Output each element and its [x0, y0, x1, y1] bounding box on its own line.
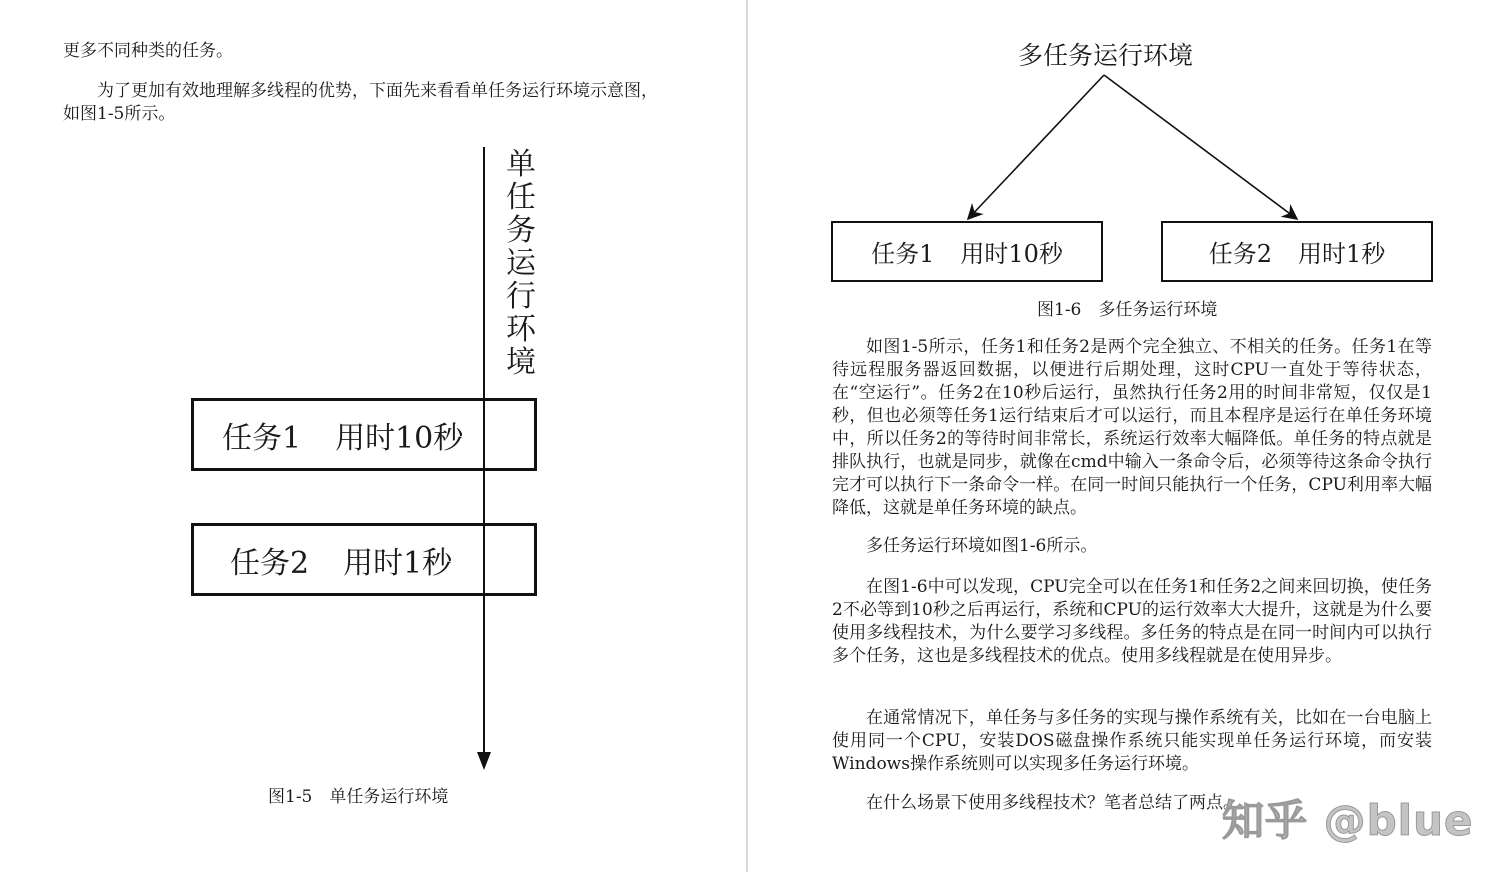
right-paragraph-1: 如图1-5所示，任务1和任务2是两个完全独立、不相关的任务。任务1在等待远程服务器返回数据，以便进行后期处理，这时CPU一直处于等待状态，在“空运行”。任务2在10秒后运行，虽然执行任务2用的时间非常短，仅仅是1秒，但也必须等任务1运行结束后才可以运行，而且本程序是运行在单任务环境中，所以任务2的等待时间非常长，系统运行效率大幅降低。单任务的特点就是排队执行，也就是同步，就像在cmd中输入一条命令后，必须等待这条命令执行完才可以执行下一条命令一样。在同一时间只能执行一个任务，CPU利用率大幅降低，这就是单任务环境的缺点。: [832, 337, 1432, 518]
right-paragraph-5: 在什么场景下使用多线程技术？笔者总结了两点。: [866, 793, 1240, 813]
task1-label: 任务1: [222, 420, 302, 456]
multi-task1-box: [831, 221, 1103, 282]
left-branch-arrow: [968, 75, 1104, 219]
right-branch-arrow: [1104, 75, 1297, 219]
left-paragraph-1: 更多不同种类的任务。: [63, 41, 233, 61]
multi-task1-label: 任务1: [871, 240, 935, 268]
task2-label: 任务2: [230, 545, 310, 581]
multi-task2-time: 用时1秒: [1298, 240, 1386, 268]
left-paragraph-2: 为了更加有效地理解多线程的优势，下面先来看看单任务运行环境示意图，如图1-5所示。: [63, 81, 658, 124]
right-paragraph-3: 在图1-6中可以发现，CPU完全可以在任务1和任务2之间来回切换，使任务2不必等到10秒之后再运行，系统和CPU的运行效率大大提升，这就是为什么要使用多线程技术，为什么要学习多线程。多任务的特点是在同一时间内可以执行多个任务，这也是多线程技术的优点。使用多线程就是在使用异步。: [832, 577, 1432, 666]
task1-time: 用时10秒: [335, 420, 464, 456]
right-paragraph-2: 多任务运行环境如图1-6所示。: [866, 536, 1098, 556]
figure-1-5-title: 单任务运行环境: [506, 147, 536, 380]
multi-task2-label: 任务2: [1208, 240, 1272, 268]
multi-task1-time: 用时10秒: [960, 240, 1063, 268]
figure-1-6-title: 多任务运行环境: [1018, 41, 1194, 70]
figure-1-5-caption: 图1-5 单任务运行环境: [268, 787, 449, 807]
multi-task2-box: [1161, 221, 1433, 282]
task2-time: 用时1秒: [343, 545, 453, 581]
right-paragraph-4: 在通常情况下，单任务与多任务的实现与操作系统有关，比如在一台电脑上使用同一个CPU，安装DOS磁盘操作系统只能实现单任务运行环境，而安装Windows操作系统则可以实现多任务运行环境。: [832, 708, 1432, 774]
zhihu-watermark: 知乎 @blue: [1222, 796, 1474, 845]
figure-1-6-caption: 图1-6 多任务运行环境: [1037, 300, 1218, 320]
